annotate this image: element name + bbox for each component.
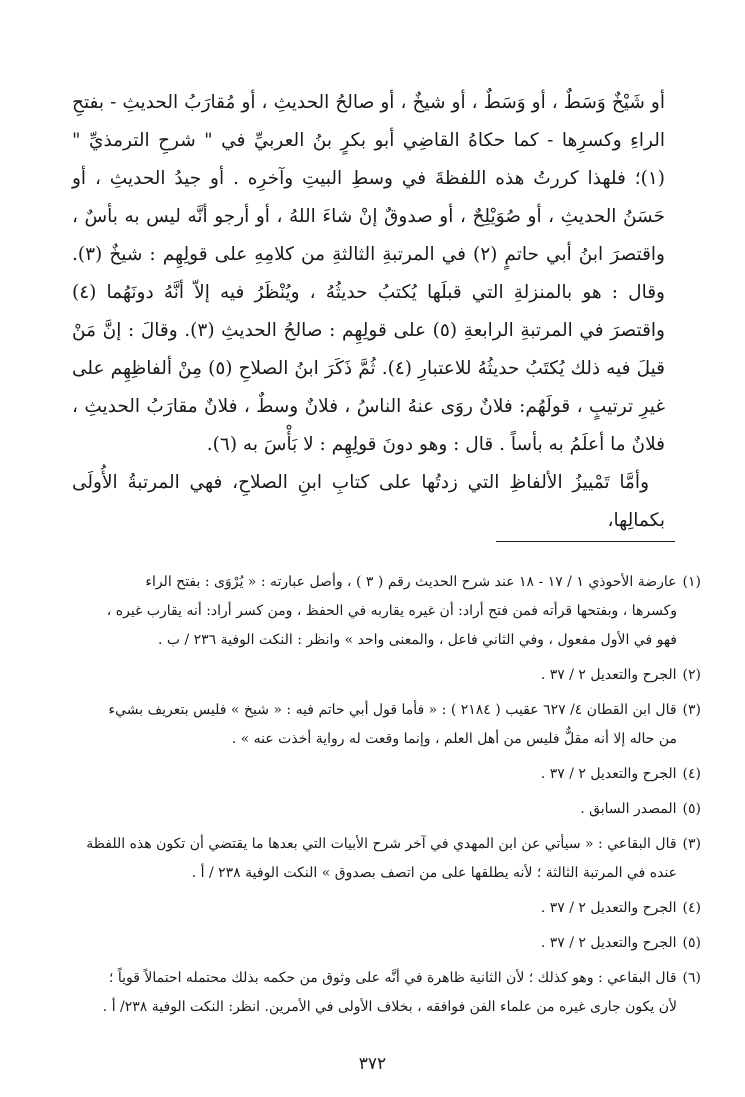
- body-paragraph-1: أو شَيْخٌ وَسَطٌ ، أو وَسَطٌ ، أو شيخٌ ، أو صالحُ الحديثِ ، أو مُقارَبُ الحديثِ - بفتحِ الراءِ وكسرِها - كما حكاهُ القاضِي أبو بكرٍ بنُ العربيِّ في " شرحِ الترمذيِّ " (١)؛ فلهذا كررتُ هذه اللفظةَ في وسطِ البيتِ وآخرِه . أو جيدُ الحديثِ ، أو حَسَنُ الحديثِ ، أو صُوَيْلِحٌ ، أو صدوقٌ إنْ شاءَ اللهُ ، أو أرجو أنَّه ليس به بأسٌ ، واقتصرَ ابنُ أبي حاتمٍ (٢) في المرتبةِ الثالثةِ من كلامِهِ على قولِهِم : شيخٌ (٣). وقال : هو بالمنزلةِ التي قبلَها يُكتبُ حديثُهُ ، ويُنْظَرُ فيه إلاّ أنَّهُ دونَهُما (٤) واقتصرَ في المرتبةِ الرابعةِ (٥) على قولِهِم : صالحُ الحديثِ (٣). وقالَ : إنَّ مَنْ قيلَ فيه ذلك يُكتَبُ حديثُهُ للاعتبارِ (٤). ثُمَّ ذَكَرَ ابنُ الصلاحِ (٥) مِنْ ألفاظِهِم على غيرِ ترتيبٍ ، قولَهُم: فلانٌ روَى عنهُ الناسُ ، فلانٌ وسطٌ ، فلانٌ مقارَبُ الحديثِ ، فلانٌ ما أعلَمُ به بأساً . قال : وهو دونَ قولِهِم : لا بَأْسَ به (٦).: [72, 92, 665, 455]
- footnote-text: الجرح والتعديل ٢ / ٣٧ .: [540, 667, 677, 683]
- footnote-number: (٤): [682, 900, 701, 916]
- footnote: [60, 661, 701, 690]
- footnote: [60, 795, 701, 824]
- footnote-number: (٤): [682, 766, 701, 782]
- footnote-number: (٣): [682, 702, 701, 718]
- footnote-number: (٢): [682, 667, 701, 683]
- footnote: [60, 830, 701, 888]
- footnote-number: (٥): [682, 801, 701, 817]
- footnote-continuation: من حاله إلا أنه مقلٌّ فليس من أهل العلم ، وإنما وقعت له رواية أخذت عنه » .: [231, 731, 677, 747]
- footnote-number: (٦): [682, 970, 701, 986]
- body-paragraph-2: وأمَّا تَمْييزُ الألفاظِ التي زدتُها على كتابِ ابنِ الصلاحِ، فهي المرتبةُ الأُولَى بكمالِها،: [72, 472, 665, 531]
- main-text: [72, 84, 665, 540]
- footnote-number: (٥): [682, 935, 701, 951]
- footnote-number: (٣): [682, 836, 701, 852]
- footnote-text: المصدر السابق .: [580, 801, 677, 817]
- footnotes: [60, 568, 701, 1028]
- footnote-text: قال ابن القطان ٤/ ٦٢٧ عقيب ( ٢١٨٤ ) : « فأما قول أبي حاتم فيه : « شيخ » فليس بتعريف بشيء: [108, 702, 677, 718]
- footnote-text: الجرح والتعديل ٢ / ٣٧ .: [540, 935, 677, 951]
- footnote-text: الجرح والتعديل ٢ / ٣٧ .: [540, 900, 677, 916]
- footnote-continuation: لأن يكون جارى غيره من علماء الفن فوافقه ، بخلاف الأولى في الأمرين. انظر: النكت الوفية ٢٣٨/ أ .: [102, 999, 677, 1015]
- footnote: [60, 929, 701, 958]
- footnote-text: قال البقاعي : « سيأتي عن ابن المهدي في آخر شرح الأبيات التي بعدها ما يقتضي أن تكون هذه اللفظة: [86, 836, 677, 852]
- footnote: [60, 568, 701, 655]
- footnote-text: قال البقاعي : وهو كذلك ؛ لأن الثانية ظاهرة في أنَّه على وثوق من حكمه بذلك محتمله احتمالاً قوياً ؛: [108, 970, 677, 986]
- page-number: ٣٧٢: [358, 1054, 387, 1074]
- footnote-continuation: عنده في المرتبة الثالثة ؛ لأنه يطلقها على من اتصف بصدوق » النكت الوفية ٢٣٨ / أ .: [191, 865, 677, 881]
- footnote: [60, 760, 701, 789]
- footnote-continuation: وكسرها ، وبفتحها قرأته فمن فتح أراد: أن غيره يقاربه في الحفظ ، ومن كسر أراد: أنه يقارب غيره ،: [106, 603, 677, 619]
- footnote: [60, 964, 701, 1022]
- footnote-number: (١): [682, 574, 701, 590]
- footnote-text: الجرح والتعديل ٢ / ٣٧ .: [540, 766, 677, 782]
- footnote-separator: [496, 541, 675, 542]
- footnote-text: عارضة الأحوذي ١ / ١٧ - ١٨ عند شرح الحديث رقم ( ٣ ) ، وأصل عبارته : « يُرْوَى : بفتح الراء: [145, 574, 677, 590]
- footnote-continuation: فهو في الأول مفعول ، وفي الثاني فاعل ، والمعنى واحد » وانظر : النكت الوفية ٢٣٦ / ب .: [157, 632, 677, 648]
- footnote: [60, 696, 701, 754]
- footnote: [60, 894, 701, 923]
